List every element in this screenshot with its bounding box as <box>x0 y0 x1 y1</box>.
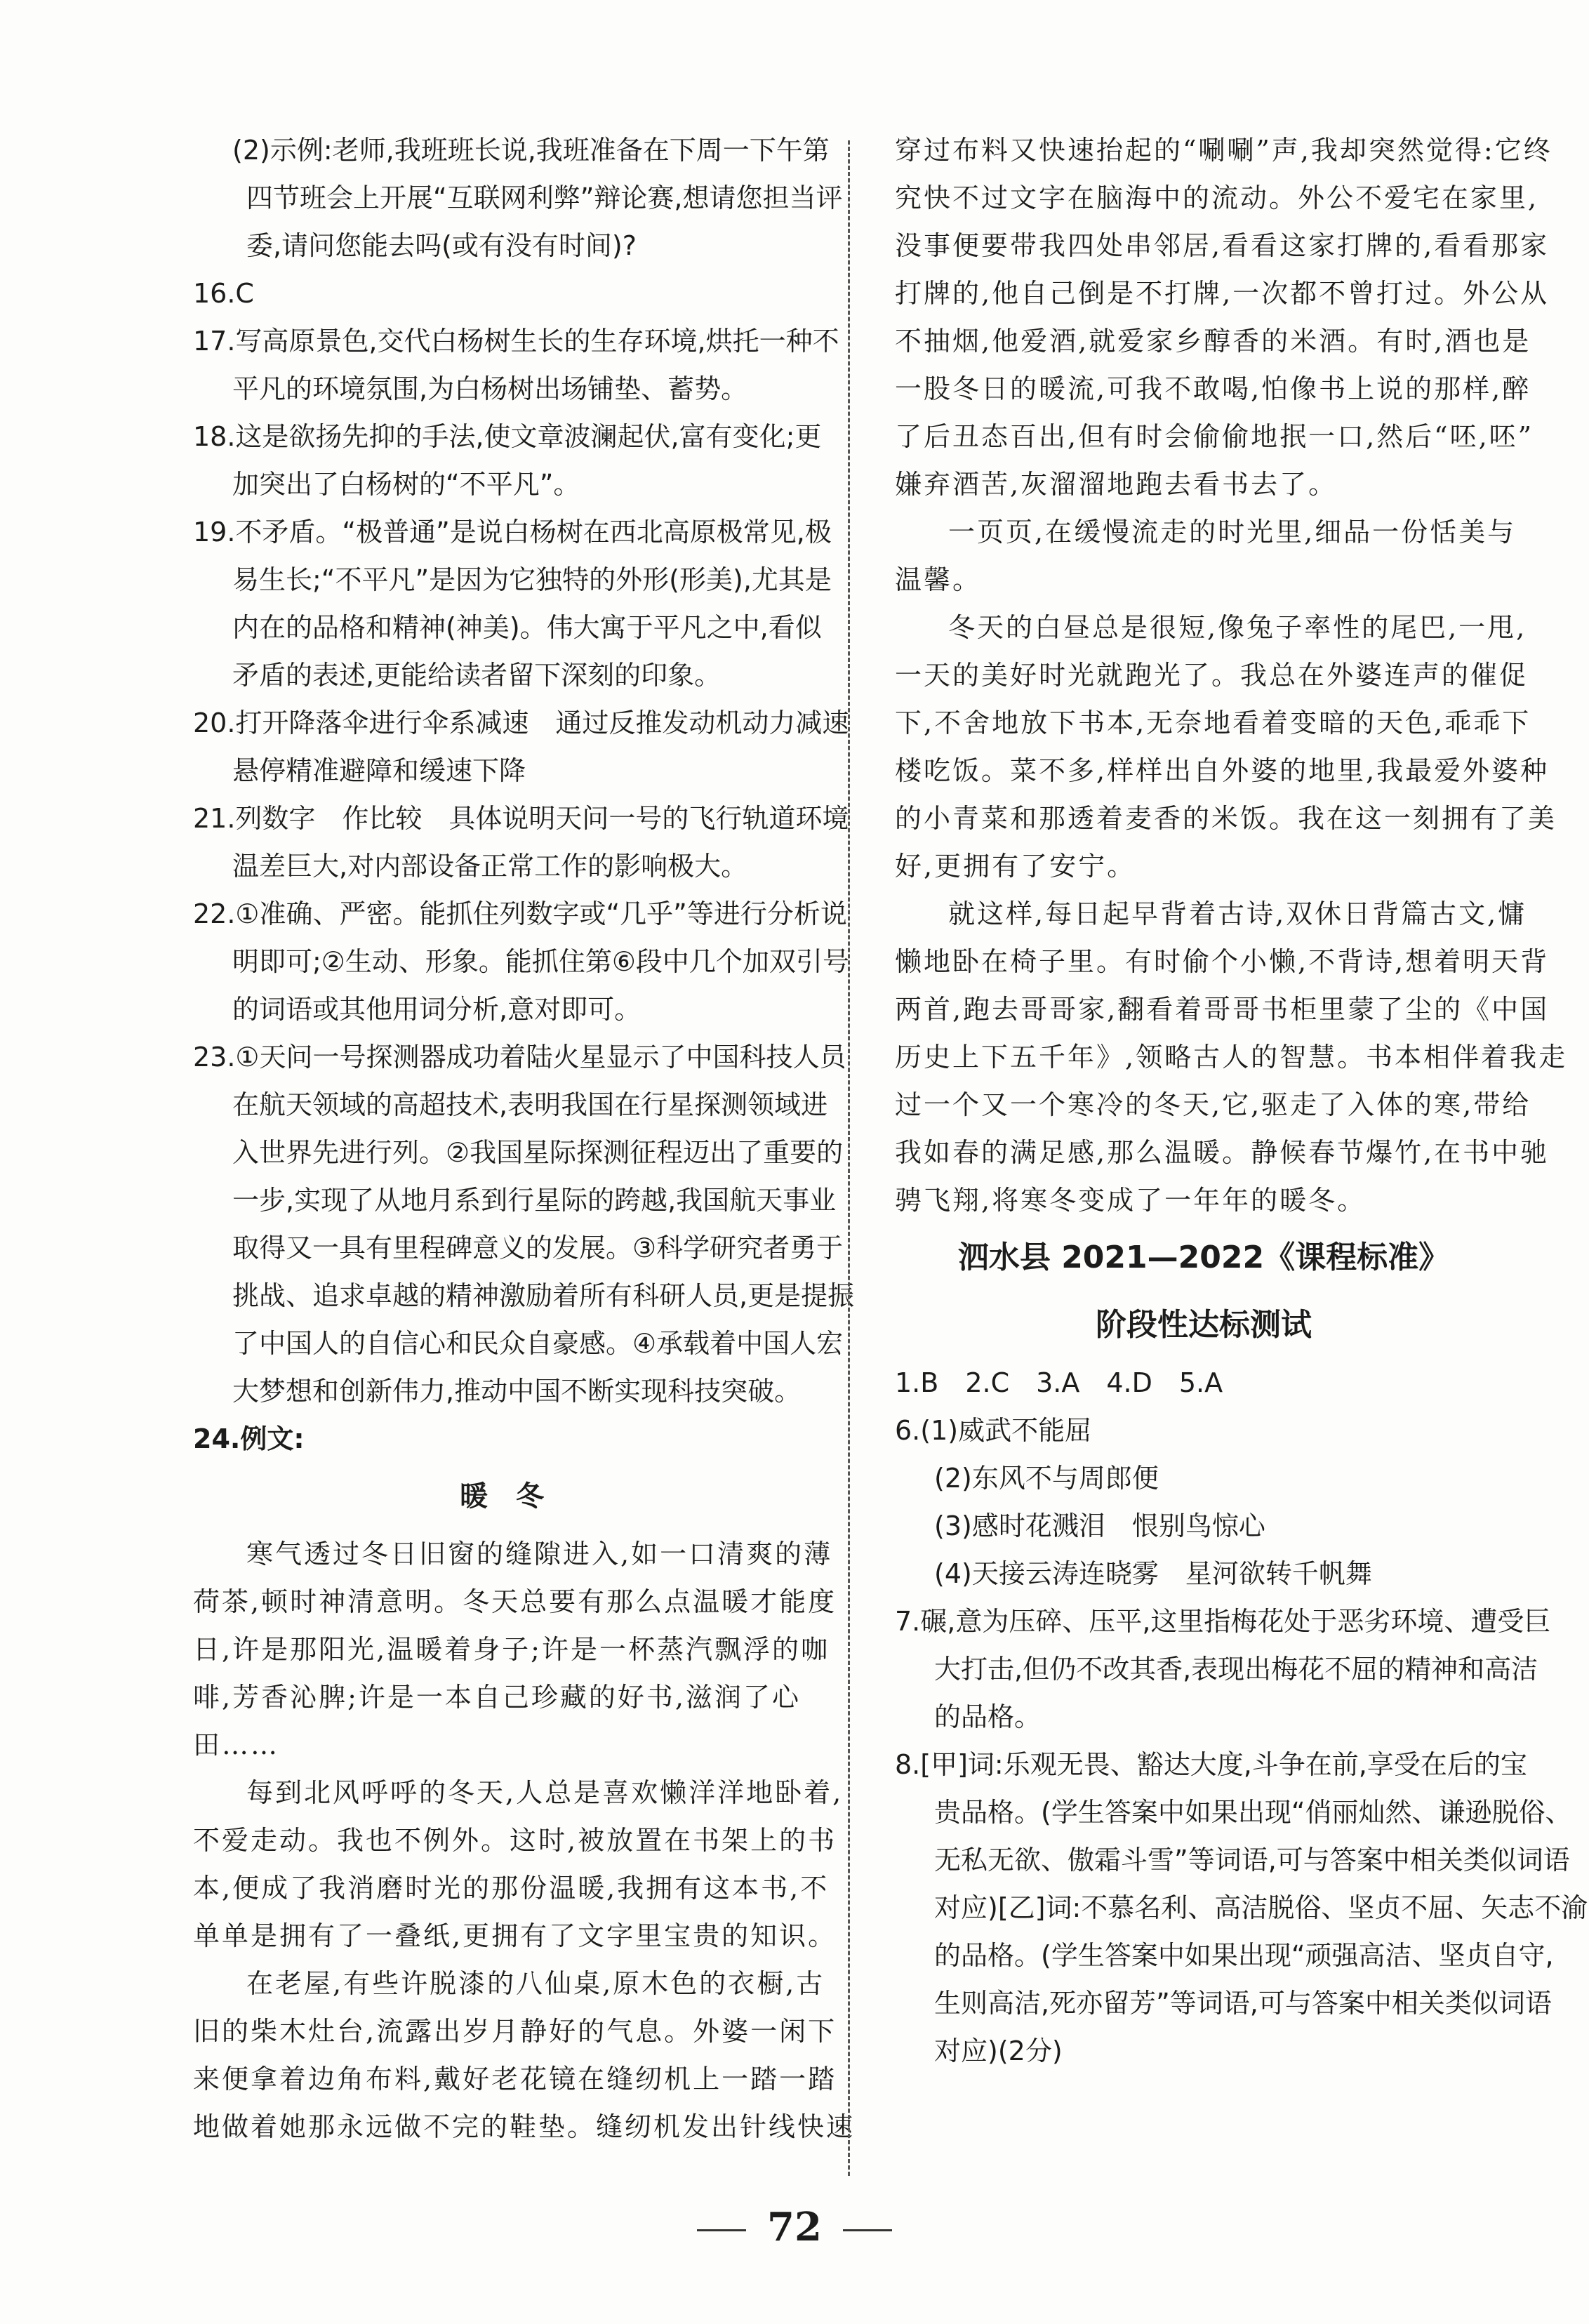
text-line: 挑战、追求卓越的精神激励着所有科研人员,更是提振 <box>232 1280 855 1311</box>
answer-7: 7.碾,意为压碎、压平,这里指梅花处于恶劣环境、遭受巨 <box>895 1606 1551 1637</box>
essay-line: 打牌的,他自己倒是不打牌,一次都不曾打过。外公从 <box>895 278 1550 309</box>
essay-line: 历史上下五千年》,领略古人的智慧。书本相伴着我走 <box>895 1042 1568 1073</box>
text-line: 矛盾的表述,更能给读者留下深刻的印象。 <box>232 660 722 691</box>
text-line: 明即可;②生动、形象。能抓住第⑥段中几个加双引号 <box>232 946 849 977</box>
essay-line: 了后丑态百出,但有时会偷偷地抿一口,然后“呸,呸” <box>895 421 1534 452</box>
essay-line: 冬天的白昼总是很短,像兔子率性的尾巴,一甩, <box>948 612 1527 643</box>
answer-20: 20.打开降落伞进行伞系减速 通过反推发动机动力减速 <box>193 708 849 738</box>
answer-18: 18.这是欲扬先抑的手法,使文章波澜起伏,富有变化;更 <box>193 421 822 452</box>
text-line: 四节班会上开展“互联网利弊”辩论赛,想请您担当评 <box>246 182 843 213</box>
essay-line: 不抽烟,他爱酒,就爱家乡醇香的米酒。有时,酒也是 <box>895 326 1531 357</box>
text-line: 平凡的环境氛围,为白杨树出场铺垫、蓄势。 <box>232 373 748 404</box>
essay-line: 田…… <box>193 1729 280 1760</box>
essay-title: 暖 冬 <box>460 1480 544 1513</box>
text-line: 的品格。(学生答案中如果出现“顽强高洁、坚贞自守, <box>934 1940 1554 1971</box>
answer-16: 16.C <box>193 278 254 309</box>
essay-line: 好,更拥有了安宁。 <box>895 851 1136 882</box>
essay-line: 日,许是那阳光,温暖着身子;许是一杯蒸汽飘浮的咖 <box>193 1634 830 1665</box>
essay-line: 温馨。 <box>895 564 982 595</box>
essay-line: 不爱走动。我也不例外。这时,被放置在书架上的书 <box>193 1825 837 1856</box>
text-line: 大打击,但仍不改其香,表现出梅花不屈的精神和高洁 <box>934 1654 1538 1685</box>
essay-line: 单单是拥有了一叠纸,更拥有了文字里宝贵的知识。 <box>193 1920 837 1951</box>
text-line: 生则高洁,死亦留芳”等词语,可与答案中相关类似词语 <box>934 1988 1552 2019</box>
text-line: 内在的品格和精神(神美)。伟大寓于平凡之中,看似 <box>232 612 822 643</box>
essay-line: 啡,芳香沁脾;许是一本自己珍藏的好书,滋润了心 <box>193 1682 801 1713</box>
essay-line: 荷茶,顿时神清意明。冬天总要有那么点温暖才能度 <box>193 1586 837 1617</box>
essay-line: 骋飞翔,将寒冬变成了一年年的暖冬。 <box>895 1185 1367 1216</box>
section-heading: 泗水县 2021—2022《课程标准》 <box>957 1240 1450 1275</box>
text-line: 在航天领域的高超技术,表明我国在行星探测领域进 <box>232 1089 828 1120</box>
section-subheading: 阶段性达标测试 <box>1096 1307 1312 1343</box>
text-line: 大梦想和创新伟力,推动中国不断实现科技突破。 <box>232 1376 802 1407</box>
text-line: 委,请问您能去吗(或有没有时间)? <box>246 230 637 261</box>
essay-line: 下,不舍地放下书本,无奈地看着变暗的天色,乖乖下 <box>895 708 1531 738</box>
answer-21: 21.列数字 作比较 具体说明天问一号的飞行轨道环境 <box>193 803 849 834</box>
text-line: (4)天接云涛连晓雾 星河欲转千帆舞 <box>934 1558 1372 1589</box>
answer-8: 8.[甲]词:乐观无畏、豁达大度,斗争在前,享受在后的宝 <box>895 1749 1527 1780</box>
answer-23: 23.①天问一号探测器成功着陆火星显示了中国科技人员 <box>193 1042 846 1073</box>
text-line: 对应)(2分) <box>934 2036 1063 2066</box>
essay-line: 两首,跑去哥哥家,翻看着哥哥书柜里蒙了尘的《中国 <box>895 994 1550 1025</box>
text-line: 加突出了白杨树的“不平凡”。 <box>232 469 580 500</box>
essay-line: 我如春的满足感,那么温暖。静候春节爆竹,在书中驰 <box>895 1137 1550 1168</box>
dash-right <box>843 2229 892 2231</box>
text-line: 取得又一具有里程碑意义的发展。③科学研究者勇于 <box>232 1233 844 1263</box>
essay-line: 楼吃饭。菜不多,样样出自外婆的地里,我最爱外婆种 <box>895 755 1550 786</box>
text-line: 一步,实现了从地月系到行星际的跨越,我国航天事业 <box>232 1185 837 1216</box>
text-line: 易生长;“不平凡”是因为它独特的外形(形美),尤其是 <box>232 564 832 595</box>
essay-line: 就这样,每日起早背着古诗,双休日背篇古文,慵 <box>948 898 1527 929</box>
essay-line: 寒气透过冬日旧窗的缝隙进入,如一口清爽的薄 <box>246 1539 833 1569</box>
text-line: 温差巨大,对内部设备正常工作的影响极大。 <box>232 851 748 882</box>
essay-line: 没事便要带我四处串邻居,看看这家打牌的,看看那家 <box>895 230 1550 261</box>
essay-line: 一股冬日的暖流,可我不敢喝,怕像书上说的那样,醉 <box>895 373 1531 404</box>
page-number <box>0 2204 1589 2250</box>
essay-line: 一天的美好时光就跑光了。我总在外婆连声的催促 <box>895 660 1529 691</box>
essay-line: 懒地卧在椅子里。有时偷个小懒,不背诗,想着明天背 <box>895 946 1550 977</box>
answer-24-label: 24.例文: <box>193 1423 305 1454</box>
text-line: (2)东风不与周郎便 <box>934 1463 1159 1494</box>
left-column <box>193 126 856 2151</box>
essay-line: 来便拿着边角布料,戴好老花镜在缝纫机上一踏一踏 <box>193 2064 837 2094</box>
essay-line: 每到北风呼呼的冬天,人总是喜欢懒洋洋地卧着, <box>246 1777 844 1808</box>
right-column <box>895 126 1588 2075</box>
answer-6: 6.(1)威武不能屈 <box>895 1415 1092 1446</box>
text-line: 入世界先进行列。②我国星际探测征程迈出了重要的 <box>232 1137 844 1168</box>
answers-1-5: 1.B 2.C 3.A 4.D 5.A <box>895 1367 1223 1398</box>
essay-line: 嫌弃酒苦,灰溜溜地跑去看书去了。 <box>895 469 1338 500</box>
answer-19: 19.不矛盾。“极普通”是说白杨树在西北高原极常见,极 <box>193 517 832 547</box>
text-line: (2)示例:老师,我班班长说,我班准备在下周一下午第 <box>232 135 830 166</box>
essay-line: 旧的柴木灶台,流露出岁月静好的气息。外婆一闲下 <box>193 2016 837 2047</box>
text-line: 对应)[乙]词:不慕名利、高洁脱俗、坚贞不屈、矢志不渝 <box>934 1892 1588 1923</box>
answer-22: 22.①准确、严密。能抓住列数字或“几乎”等进行分析说 <box>193 898 847 929</box>
essay-line: 过一个又一个寒冷的冬天,它,驱走了入体的寒,带给 <box>895 1089 1531 1120</box>
essay-line: 地做着她那永远做不完的鞋垫。缝纫机发出针线快速 <box>193 2111 856 2142</box>
essay-line: 的小青菜和那透着麦香的米饭。我在这一刻拥有了美 <box>895 803 1557 834</box>
answer-17: 17.写高原景色,交代白杨树生长的生存环境,烘托一种不 <box>193 326 839 357</box>
page-number-value: 72 <box>767 2204 822 2250</box>
essay-line: 究快不过文字在脑海中的流动。外公不爱宅在家里, <box>895 182 1539 213</box>
essay-line: 一页页,在缓慢流走的时光里,细品一份恬美与 <box>948 517 1517 547</box>
text-line: 的词语或其他用词分析,意对即可。 <box>232 994 641 1025</box>
text-line: 的品格。 <box>934 1701 1042 1732</box>
column-divider <box>848 140 850 2176</box>
text-line: 悬停精准避障和缓速下降 <box>232 755 526 786</box>
essay-line: 穿过布料又快速抬起的“唰唰”声,我却突然觉得:它终 <box>895 135 1553 166</box>
text-line: 无私无欲、傲霜斗雪”等词语,可与答案中相关类似词语 <box>934 1845 1570 1875</box>
text-line: (3)感时花溅泪 恨别鸟惊心 <box>934 1510 1265 1541</box>
text-line: 贵品格。(学生答案中如果出现“俏丽灿然、谦逊脱俗、 <box>934 1797 1572 1828</box>
dash-left <box>697 2229 746 2231</box>
essay-line: 在老屋,有些许脱漆的八仙桌,原木色的衣橱,古 <box>246 1968 825 1999</box>
essay-line: 本,便成了我消磨时光的那份温暖,我拥有这本书,不 <box>193 1873 830 1904</box>
text-line: 了中国人的自信心和民众自豪感。④承载着中国人宏 <box>232 1328 844 1359</box>
